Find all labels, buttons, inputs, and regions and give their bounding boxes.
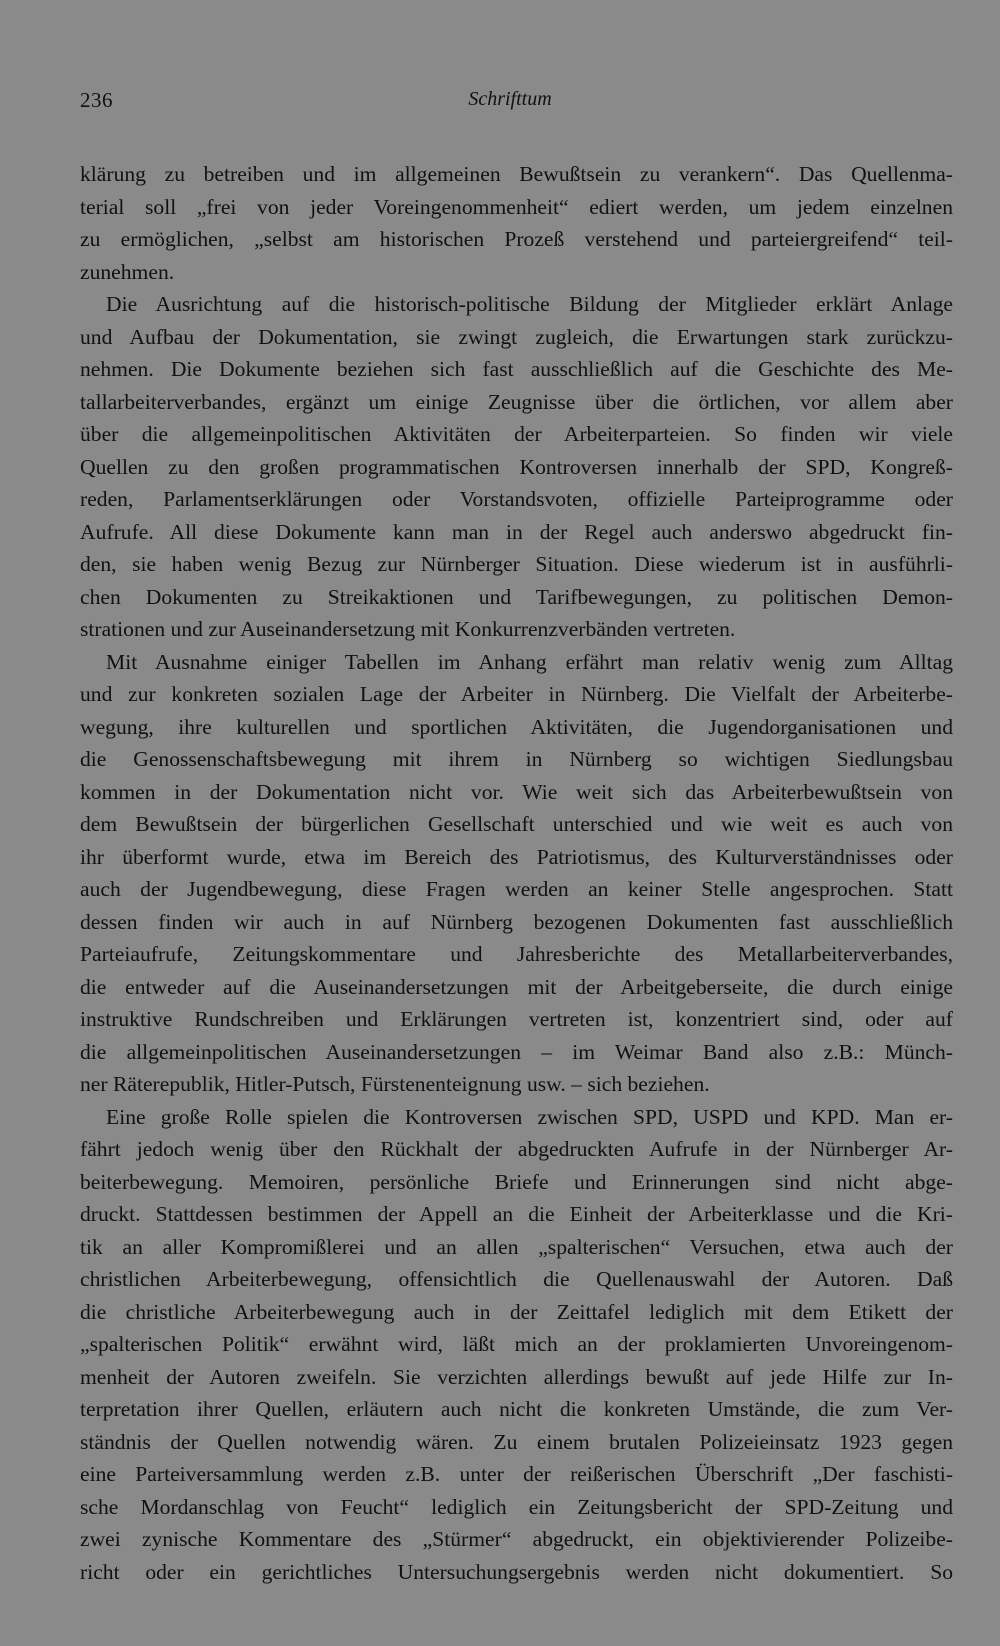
text-line: wegung, ihre kulturellen und sportlichen Aktivitäten, die Jugendorganisationen und [80, 714, 953, 739]
text-line: Parteiaufrufe, Zeitungskommentare und Jahresberichte des Metallarbeiterverbandes, [80, 942, 953, 966]
text-line: den, sie haben wenig Bezug zur Nürnberger Situation. Diese wiederum ist in ausführli- [80, 552, 953, 576]
text-line: ständnis der Quellen notwendig wären. Zu einem brutalen Polizeieinsatz 1923 gegen [80, 1429, 953, 1454]
text-line: und zur konkreten sozialen Lage der Arbeiter in Nürnberg. Die Vielfalt der Arbeiterbe- [80, 682, 953, 706]
text-line: klärung zu betreiben und im allgemeinen Bewußtsein zu verankern“. Das Quellenma- [80, 162, 953, 186]
text-line: Die Ausrichtung auf die historisch-politische Bildung der Mitglieder erklärt Anlage [106, 292, 953, 316]
text-line: strationen und zur Auseinandersetzung mit Konkurrenzverbänden vertreten. [80, 617, 736, 641]
text-line: kommen in der Dokumentation nicht vor. Wie weit sich das Arbeiterbewußtsein von [80, 779, 953, 804]
text-line: Aufrufe. All diese Dokumente kann man in der Regel auch anderswo abgedruckt fin- [80, 519, 953, 544]
text-line: tallarbeiterverbandes, ergänzt um einige Zeugnisse über die örtlichen, vor allem aber [80, 389, 953, 414]
text-line: über die allgemeinpolitischen Aktivitäten der Arbeiterparteien. So finden wir viele [80, 422, 953, 446]
text-line: auch der Jugendbewegung, diese Fragen werden an keiner Stelle angesprochen. Statt [80, 877, 953, 901]
page-number: 236 [80, 88, 113, 112]
text-line: reden, Parlamentserklärungen oder Vorstandsvoten, offizielle Parteiprogramme oder [80, 487, 953, 511]
text-line: druckt. Stattdessen bestimmen der Appell an die Einheit der Arbeiterklasse und die Kri- [80, 1202, 953, 1226]
text-line: Mit Ausnahme einiger Tabellen im Anhang erfährt man relativ wenig zum Alltag [106, 649, 953, 674]
text-line: instruktive Rundschreiben und Erklärungen vertreten ist, konzentriert sind, oder auf [80, 1007, 953, 1031]
paragraph [80, 158, 953, 288]
text-line: zwei zynische Kommentare des „Stürmer“ abgedruckt, ein objektivierender Polizeibe- [80, 1527, 953, 1551]
text-line: richt oder ein gerichtliches Untersuchungsergebnis werden nicht dokumentiert. So [80, 1559, 953, 1584]
running-title: Schrifttum [468, 88, 552, 110]
text-line: beiterbewegung. Memoiren, persönliche Briefe und Erinnerungen sind nicht abge- [80, 1169, 953, 1194]
text-line: menheit der Autoren zweifeln. Sie verzichten allerdings bewußt auf jede Hilfe zur In- [80, 1364, 953, 1389]
page-header [80, 88, 940, 118]
text-line: fährt jedoch wenig über den Rückhalt der abgedruckten Aufrufe in der Nürnberger Ar- [80, 1137, 953, 1161]
text-line: eine Parteiversammlung werden z.B. unter der reißerischen Überschrift „Der faschisti- [80, 1462, 953, 1486]
paragraph [80, 1101, 953, 1589]
text-line: tik an aller Kompromißlerei und an allen „spalterischen“ Versuchen, etwa auch der [80, 1234, 953, 1259]
text-line: sche Mordanschlag von Feucht“ lediglich ein Zeitungsbericht der SPD-Zeitung und [80, 1494, 953, 1519]
text-line: Eine große Rolle spielen die Kontroversen zwischen SPD, USPD und KPD. Man er- [106, 1104, 953, 1129]
text-line: „spalterischen Politik“ erwähnt wird, läßt mich an der proklamierten Unvoreingenom- [80, 1332, 953, 1356]
text-line: Quellen zu den großen programmatischen Kontroversen innerhalb der SPD, Kongreß- [80, 454, 953, 479]
text-line: dessen finden wir auch in auf Nürnberg bezogenen Dokumenten fast ausschließlich [80, 909, 953, 934]
text-line: und Aufbau der Dokumentation, sie zwingt zugleich, die Erwartungen stark zurückzu- [80, 324, 953, 349]
paragraph [80, 288, 953, 646]
body-text [80, 158, 953, 1588]
text-line: ihr überformt wurde, etwa im Bereich des Patriotismus, des Kulturverständnisses oder [80, 844, 953, 869]
text-line: ner Räterepublik, Hitler-Putsch, Fürstenenteignung usw. – sich beziehen. [80, 1072, 710, 1096]
text-line: chen Dokumenten zu Streikaktionen und Tarifbewegungen, zu politischen Demon- [80, 584, 953, 609]
text-line: terial soll „frei von jeder Voreingenommenheit“ ediert werden, um jedem einzelnen [80, 194, 953, 219]
text-line: die christliche Arbeiterbewegung auch in der Zeittafel lediglich mit dem Etikett der [80, 1299, 953, 1324]
text-line: christlichen Arbeiterbewegung, offensichtlich die Quellenauswahl der Autoren. Daß [80, 1267, 953, 1291]
text-line: dem Bewußtsein der bürgerlichen Gesellschaft unterschied und wie weit es auch von [80, 812, 953, 836]
text-line: nehmen. Die Dokumente beziehen sich fast ausschließlich auf die Geschichte des Me- [80, 357, 953, 381]
text-line: terpretation ihrer Quellen, erläutern auch nicht die konkreten Umstände, die zum Ver- [80, 1397, 953, 1421]
text-line: zunehmen. [80, 259, 175, 284]
paragraph [80, 646, 953, 1101]
text-line: die allgemeinpolitischen Auseinandersetzungen – im Weimar Band also z.B.: Münch- [80, 1039, 953, 1064]
text-line: die entweder auf die Auseinandersetzungen mit der Arbeitgeberseite, die durch einige [80, 974, 953, 999]
text-line: zu ermöglichen, „selbst am historischen Prozeß verstehend und parteiergreifend“ teil- [80, 227, 953, 251]
text-line: die Genossenschaftsbewegung mit ihrem in Nürnberg so wichtigen Siedlungsbau [80, 747, 953, 771]
